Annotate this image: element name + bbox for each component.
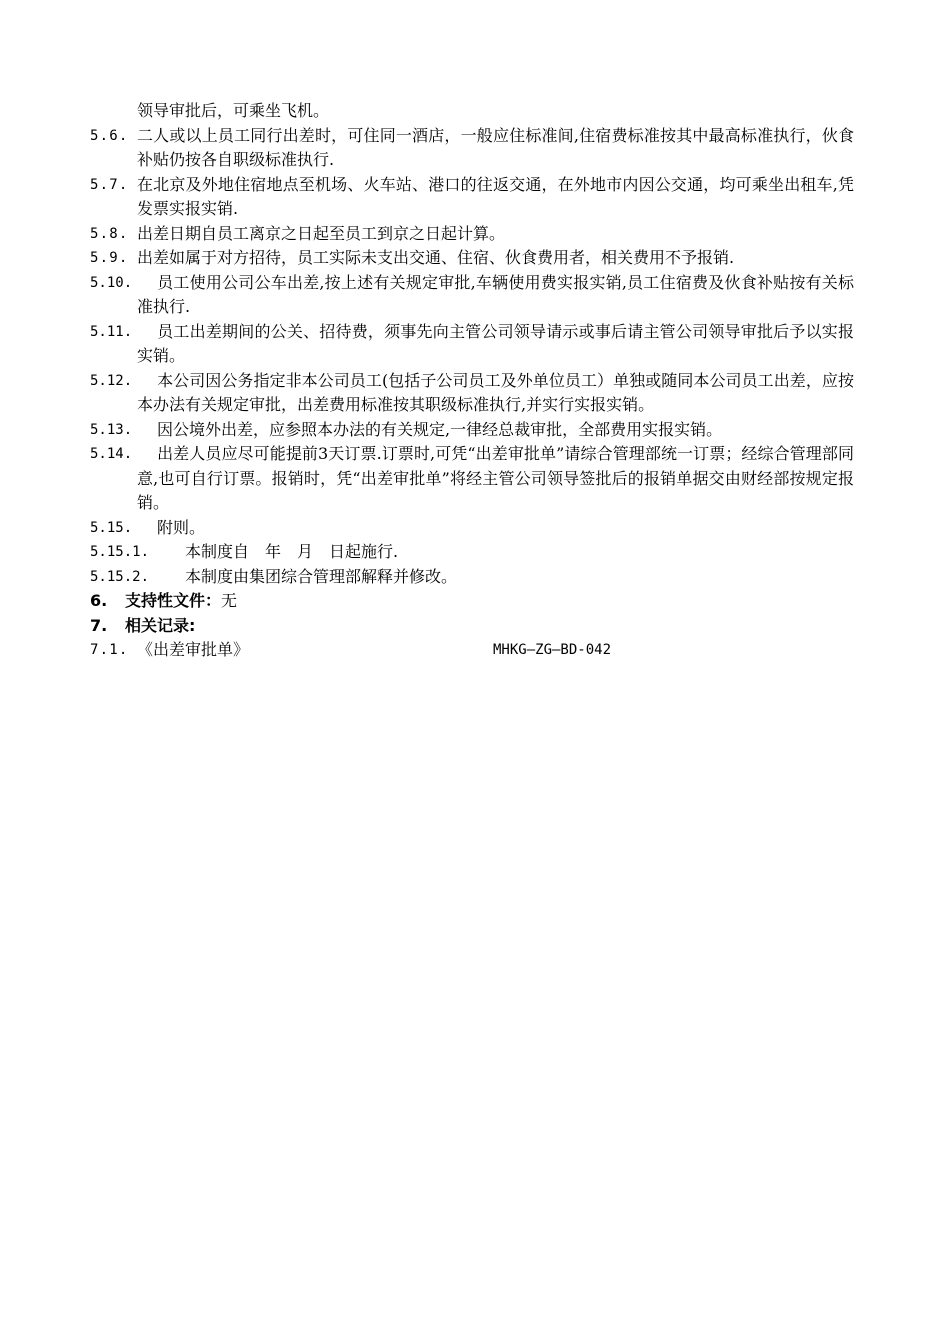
record-name: 《出差审批单》	[137, 640, 250, 659]
clause-5-7	[90, 173, 854, 222]
clause-text-body: 因公境外出差，应参照本办法的有关规定,一律经总裁审批，全部费用实报实销。	[157, 419, 723, 439]
clause-number: 5.8.	[90, 225, 129, 242]
clause-number: 5.7.	[90, 176, 129, 193]
section-7-heading	[90, 614, 854, 639]
clause-5-15-2	[90, 565, 854, 590]
clause-text: 出差日期自员工离京之日起至员工到京之日起计算。	[137, 223, 506, 243]
clause-text	[137, 418, 854, 443]
section-number: 6.	[90, 591, 108, 610]
clause-number: 5.13.	[90, 421, 133, 438]
clause-5-15-1	[90, 540, 854, 565]
clause-number: 5.14.	[90, 446, 133, 462]
section-6-heading	[90, 589, 854, 614]
section-number: 7.	[90, 615, 108, 635]
record-number: 7.1.	[90, 642, 129, 658]
clause-text	[137, 442, 854, 516]
clause-5-9	[90, 246, 854, 271]
section-label: 支持性文件：	[125, 591, 222, 610]
clause-text	[137, 271, 854, 320]
clause-5-6	[90, 124, 854, 173]
clause-text-body: 本公司因公务指定非本公司员工(包括子公司员工及外单位员工）单独或随同本公司员工出差，应按本办法有关规定审批，出差费用标准按其职级标准执行,并实行实报实销。	[137, 370, 854, 414]
clause-number: 5.15.	[90, 519, 133, 536]
clause-text-body: 附则。	[157, 517, 206, 537]
clause-text	[137, 516, 854, 541]
document-body	[90, 99, 854, 663]
clause-number: 5.10.	[90, 274, 133, 291]
clause-text-body: 出差人员应尽可能提前3天订票.订票时,可凭“出差审批单”请综合管理部统一订票；经综合管理部同意,也可自行订票。报销时，凭“出差审批单”将经主管公司领导签批后的报销单据交由财经部按规定报销。	[137, 444, 854, 512]
clause-5-8	[90, 222, 854, 247]
clause-number: 5.15.1.	[90, 544, 150, 560]
clause-text: 出差如属于对方招待，员工实际未支出交通、住宿、伙食费用者，相关费用不予报销.	[137, 248, 735, 267]
clause-text	[137, 369, 854, 418]
clause-number: 5.6.	[90, 127, 129, 144]
section-label: 相关记录:	[125, 615, 196, 635]
clause-5-15	[90, 516, 854, 541]
clause-text-body: 本制度由集团综合管理部解释并修改。	[185, 566, 458, 586]
clause-number: 5.11.	[90, 323, 133, 340]
clause-text-body: 本制度自 年 月 日起施行.	[185, 542, 399, 561]
clause-text-body: 员工出差期间的公关、招待费，须事先向主管公司领导请示或事后请主管公司领导审批后予以实报实销。	[137, 321, 854, 365]
continuation-line	[90, 99, 854, 124]
record-code: MHKG—ZG—BD-042	[493, 642, 612, 658]
clause-text	[137, 320, 854, 369]
clause-text: 在北京及外地住宿地点至机场、火车站、港口的往返交通，在外地市内因公交通，均可乘坐出租车,凭发票实报实销.	[137, 174, 854, 218]
clause-5-12	[90, 369, 854, 418]
clause-text	[137, 565, 854, 590]
clause-5-14	[90, 442, 854, 516]
clause-5-11	[90, 320, 854, 369]
record-row	[90, 638, 854, 663]
clause-number: 5.12.	[90, 372, 133, 389]
clause-text: 二人或以上员工同行出差时，可住同一酒店，一般应住标准间,住宿费标准按其中最高标准执行，伙食补贴仍按各自职级标准执行.	[137, 125, 854, 169]
clause-5-10	[90, 271, 854, 320]
continuation-text: 领导审批后，可乘坐飞机。	[137, 101, 330, 120]
clause-text	[137, 540, 854, 565]
clause-5-13	[90, 418, 854, 443]
clause-text-body: 员工使用公司公车出差,按上述有关规定审批,车辆使用费实报实销,员工住宿费及伙食补贴按有关标准执行.	[137, 272, 854, 316]
clause-number: 5.9.	[90, 250, 129, 266]
section-value: 无	[221, 591, 238, 610]
clause-number: 5.15.2.	[90, 568, 150, 585]
